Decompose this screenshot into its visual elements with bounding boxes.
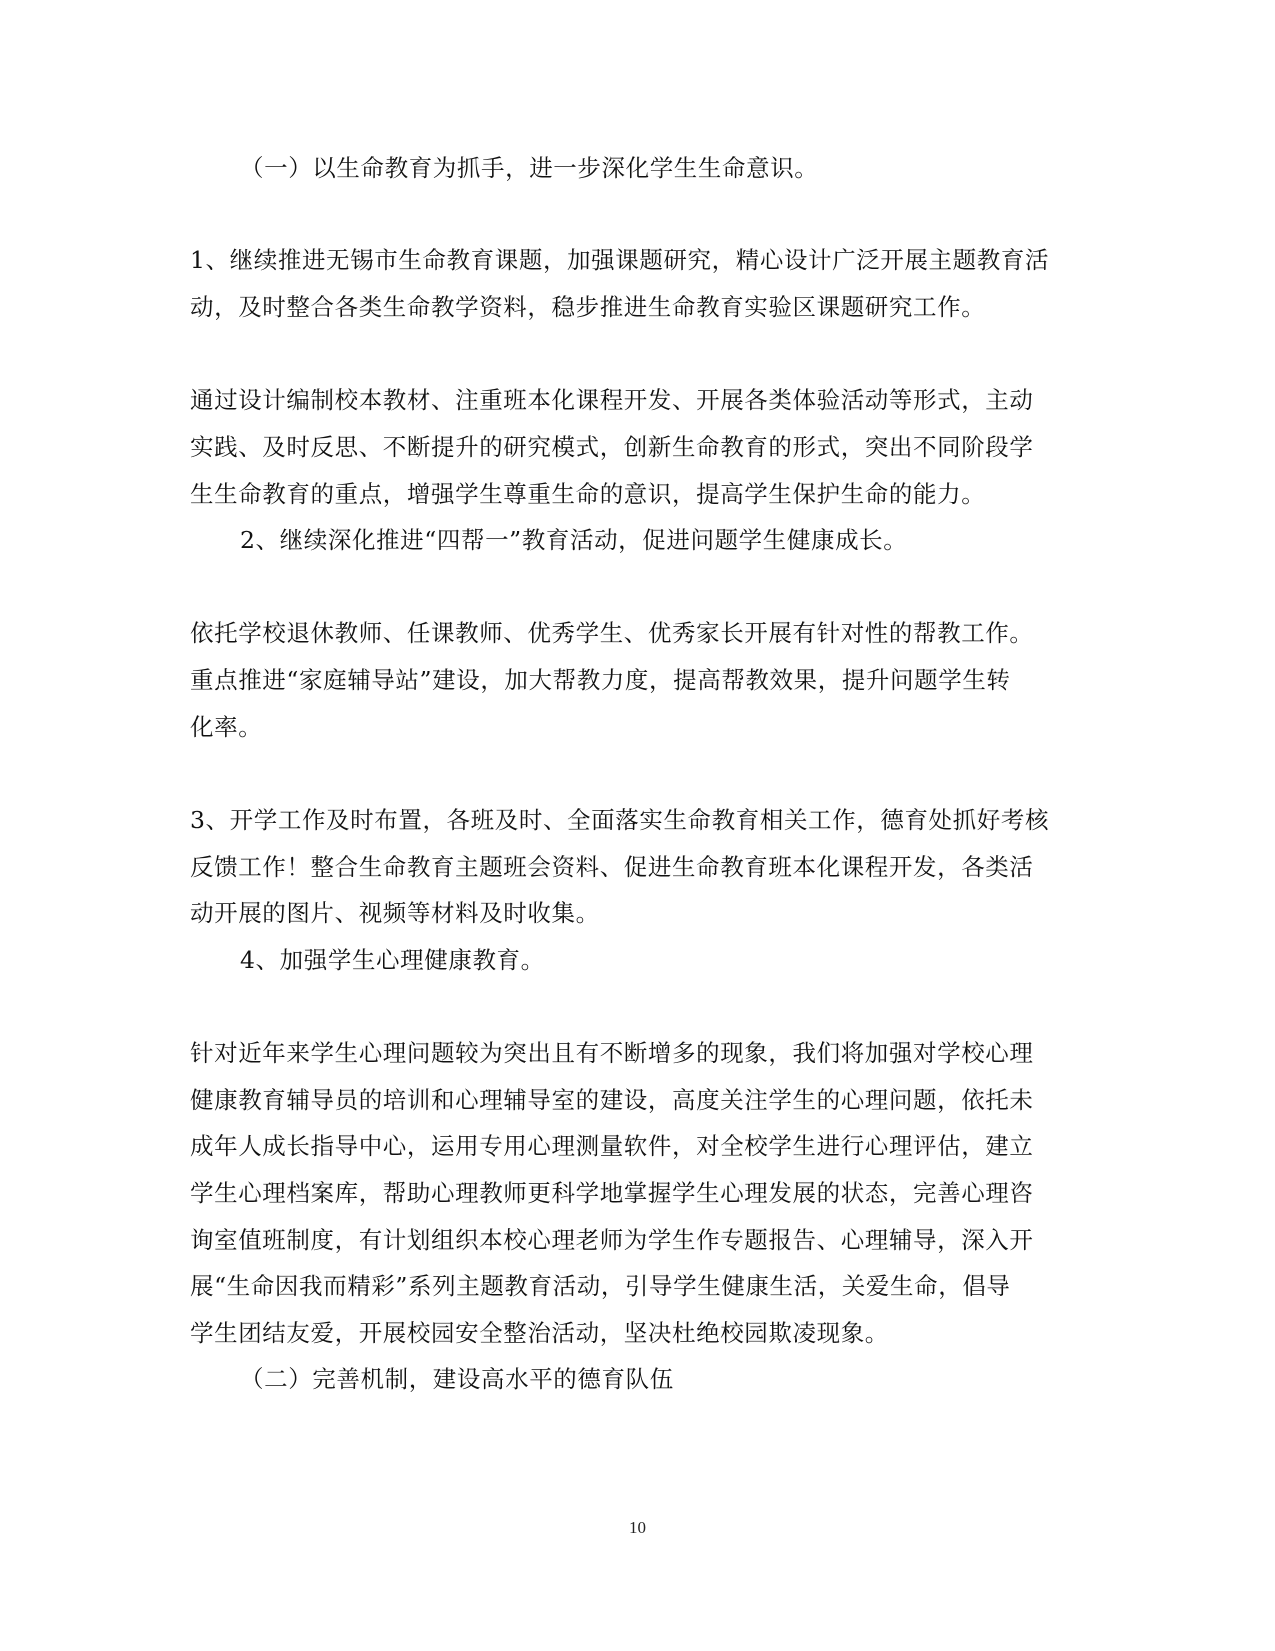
- paragraph-line: 1、继续推进无锡市生命教育课题，加强课题研究，精心设计广泛开展主题教育活: [190, 246, 1050, 274]
- paragraph-line: 展“生命因我而精彩”系列主题教育活动，引导学生健康生活，关爱生命，倡导: [190, 1272, 1011, 1300]
- paragraph-line: 健康教育辅导员的培训和心理辅导室的建设，高度关注学生的心理问题，依托未: [190, 1086, 1034, 1114]
- item-heading-4: 4、加强学生心理健康教育。: [240, 946, 545, 974]
- paragraph-line: 重点推进“家庭辅导站”建设，加大帮教力度，提高帮教效果，提升问题学生转: [190, 666, 1011, 694]
- paragraph-line: 动开展的图片、视频等材料及时收集。: [190, 899, 600, 927]
- paragraph-line: 反馈工作！整合生命教育主题班会资料、促进生命教育班本化课程开发，各类活: [190, 853, 1034, 881]
- paragraph-line: 询室值班制度，有计划组织本校心理老师为学生作专题报告、心理辅导，深入开: [190, 1226, 1034, 1254]
- paragraph-line: 针对近年来学生心理问题较为突出且有不断增多的现象，我们将加强对学校心理: [190, 1039, 1034, 1067]
- paragraph-line: 生生命教育的重点，增强学生尊重生命的意识，提高学生保护生命的能力。: [190, 480, 986, 508]
- paragraph-line: 动，及时整合各类生命教学资料，稳步推进生命教育实验区课题研究工作。: [190, 293, 986, 321]
- paragraph-line: 化率。: [190, 713, 263, 741]
- item-heading-2: 2、继续深化推进“四帮一”教育活动，促进问题学生健康成长。: [240, 526, 908, 554]
- paragraph-line: 3、开学工作及时布置，各班及时、全面落实生命教育相关工作，德育处抓好考核: [190, 806, 1050, 834]
- paragraph-line: 通过设计编制校本教材、注重班本化课程开发、开展各类体验活动等形式，主动: [190, 386, 1034, 414]
- paragraph-line: 学生心理档案库，帮助心理教师更科学地掌握学生心理发展的状态，完善心理咨: [190, 1179, 1034, 1207]
- paragraph-line: 学生团结友爱，开展校园安全整治活动，坚决杜绝校园欺凌现象。: [190, 1319, 889, 1347]
- paragraph-line: 依托学校退休教师、任课教师、优秀学生、优秀家长开展有针对性的帮教工作。: [190, 619, 1034, 647]
- section-heading-2: （二）完善机制，建设高水平的德育队伍: [240, 1365, 674, 1393]
- section-heading-1: （一）以生命教育为抓手，进一步深化学生生命意识。: [240, 154, 819, 182]
- page-number: 10: [629, 1518, 646, 1537]
- paragraph-line: 实践、及时反思、不断提升的研究模式，创新生命教育的形式，突出不同阶段学: [190, 433, 1034, 461]
- paragraph-line: 成年人成长指导中心，运用专用心理测量软件，对全校学生进行心理评估，建立: [190, 1132, 1034, 1160]
